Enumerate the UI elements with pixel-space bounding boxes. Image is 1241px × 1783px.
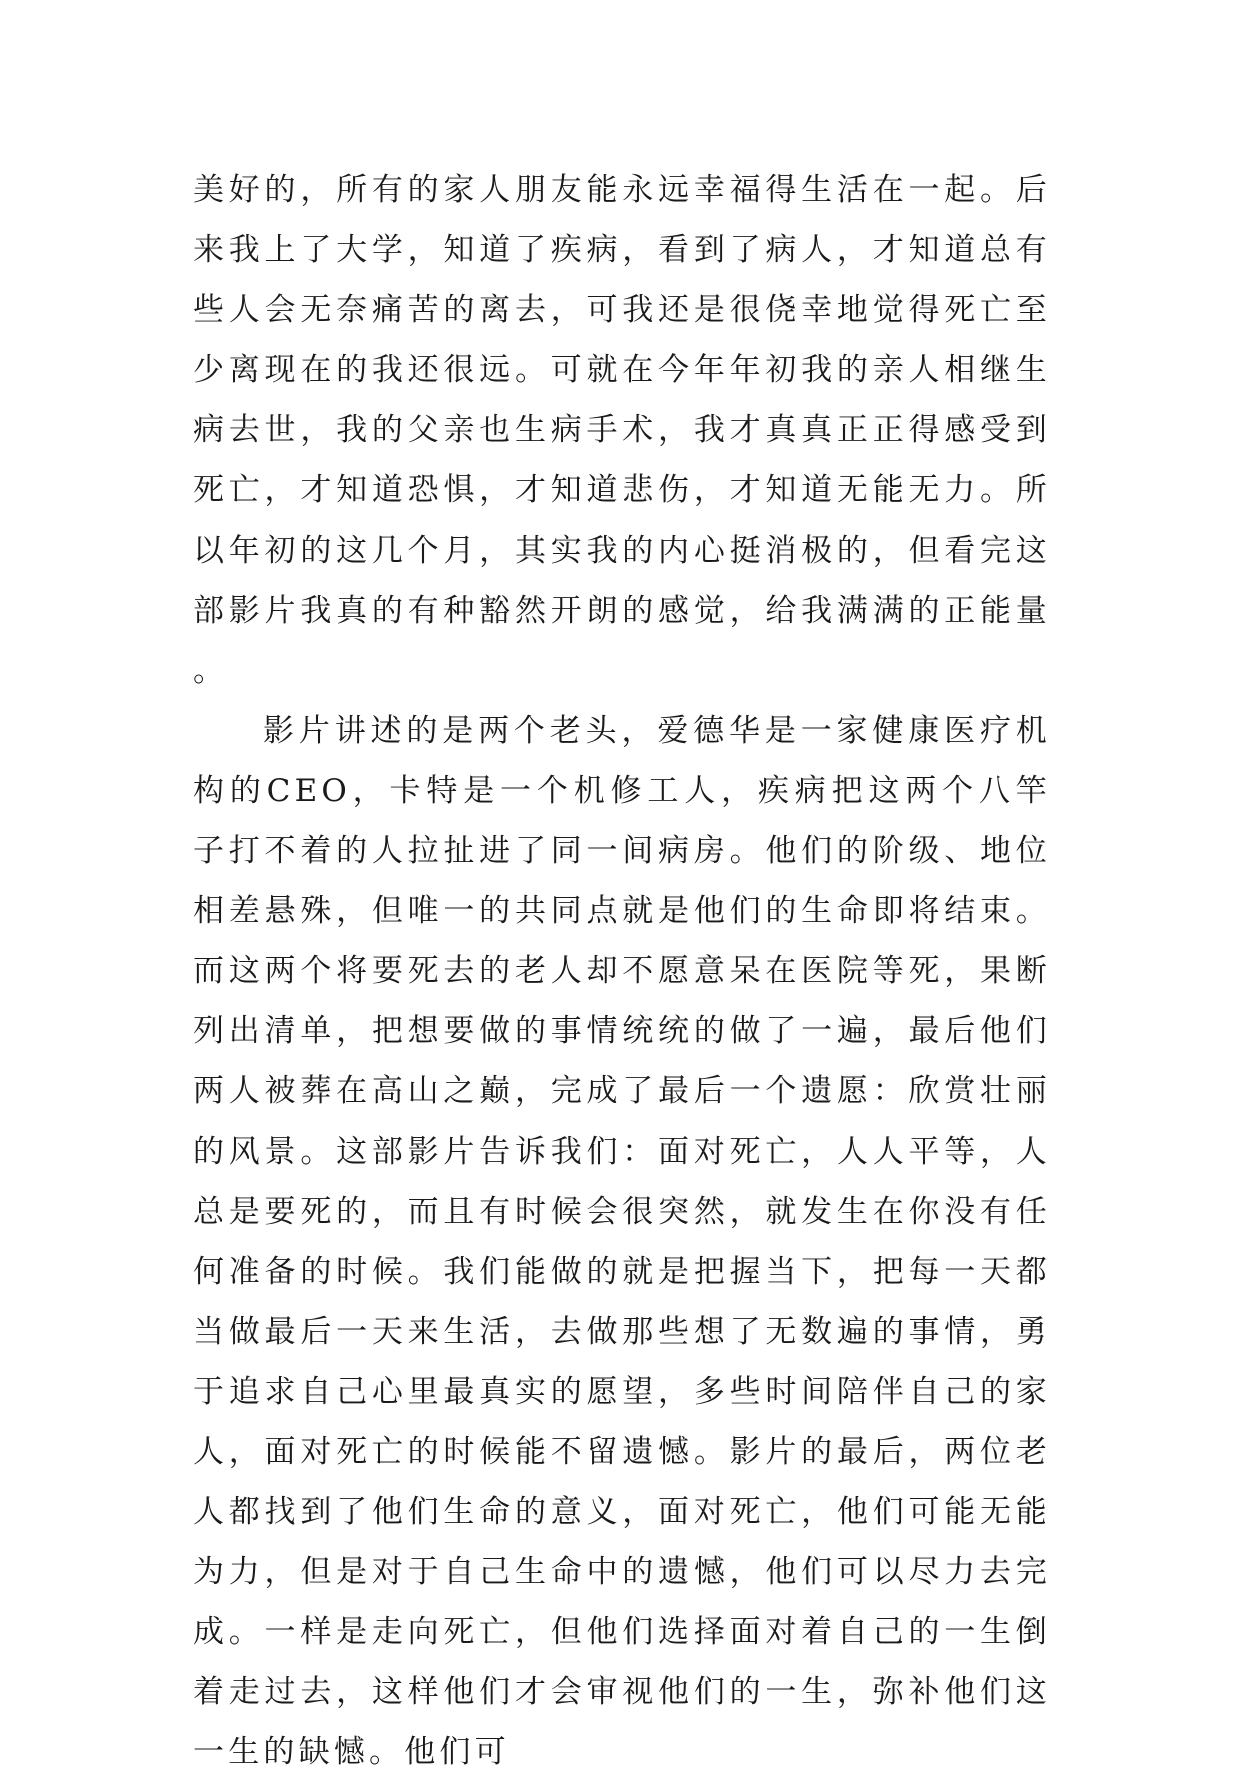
body-text [193,160,1051,1783]
paragraph-continued: 美好的，所有的家人朋友能永远幸福得生活在一起。后来我上了大学，知道了疾病，看到了病人，才知道总有些人会无奈痛苦的离去，可我还是很侥幸地觉得死亡至少离现在的我还很远。可就在今年年初我的亲人相继生病去世，我的父亲也生病手术，我才真真正正得感受到死亡，才知道恐惧，才知道悲伤，才知道无能无力。所以年初的这几个月，其实我的内心挺消极的，但看完这部影片我真的有种豁然开朗的感觉，给我满满的正能量。 [193,172,1051,689]
paragraph-film-summary: 影片讲述的是两个老头，爱德华是一家健康医疗机构的CEO，卡特是一个机修工人，疾病把这两个八竿子打不着的人拉扯进了同一间病房。他们的阶级、地位相差悬殊，但唯一的共同点就是他们的生命即将结束。而这两个将要死去的老人却不愿意呆在医院等死，果断列出清单，把想要做的事情统统的做了一遍，最后他们两人被葬在高山之巅，完成了最后一个遗愿：欣赏壮丽的风景。这部影片告诉我们：面对死亡，人人平等，人总是要死的，而且有时候会很突然，就发生在你没有任何准备的时候。我们能做的就是把握当下，把每一天都当做最后一天来生活，去做那些想了无数遍的事情，勇于追求自己心里最真实的愿望，多些时间陪伴自己的家人，面对死亡的时候能不留遗憾。影片的最后，两位老人都找到了他们生命的意义，面对死亡，他们可能无能为力，但是对于自己生命中的遗憾，他们可以尽力去完成。一样是走向死亡，但他们选择面对着自己的一生倒着走过去，这样他们才会审视他们的一生，弥补他们这一生的缺憾。他们可 [193,712,1051,1771]
